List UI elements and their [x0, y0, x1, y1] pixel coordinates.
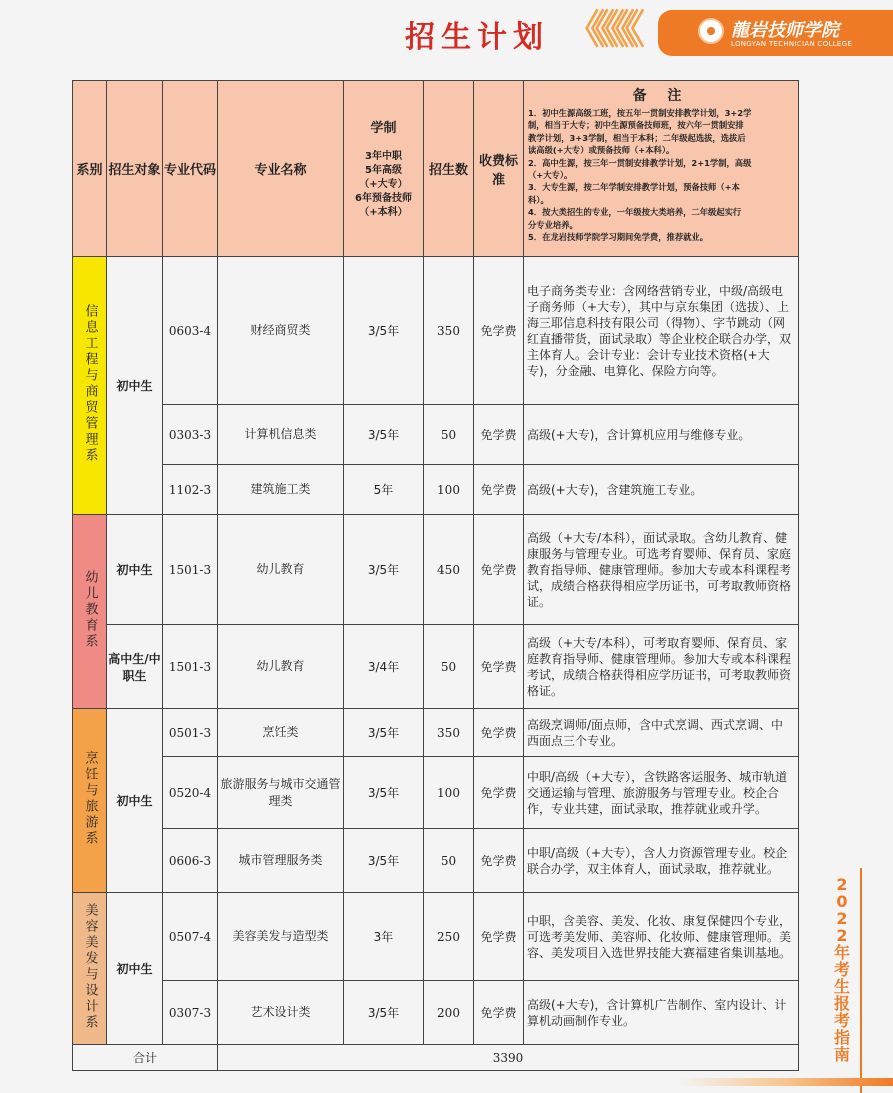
remark-cell: 高级（+大专/本科），面试录取。含幼儿教育、健康服务与管理专业。可选考育婴师、保育员、家庭教育指导师、健康管理师。参加大专或本科课程考试，成绩合格获得相应学历证书，可考取教师资格证。: [524, 515, 799, 625]
quota-cell: 200: [424, 981, 474, 1045]
dept-name: 信息工程与商贸管理系: [82, 304, 98, 464]
side-caption-char: 指: [833, 1028, 850, 1047]
remark-cell: 高级(+大专)，含计算机应用与维修专业。: [524, 405, 799, 465]
footer-gradient-bar: [678, 1078, 893, 1086]
header-xuezhi-sub: [344, 150, 423, 220]
remark-cell: 高级(+大专)，含建筑施工专业。: [524, 465, 799, 515]
fee-cell: 免学费: [474, 893, 524, 981]
major-cell: 建筑施工类: [218, 465, 344, 515]
notes-line: 1．初中生源高级工班，按五年一贯制安排教学计划，3+2学: [528, 108, 752, 118]
xuezhi-sub-line: 5年高级: [365, 165, 402, 176]
code-cell: 0606-3: [163, 829, 218, 893]
side-caption-char: 0: [836, 892, 848, 911]
code-cell: 0507-4: [163, 893, 218, 981]
fee-cell: 免学费: [474, 981, 524, 1045]
header-object: 招生对象: [107, 81, 163, 257]
notes-line: 5．在龙岩技师学院学习期间免学费，推荐就业。: [528, 232, 709, 243]
notes-line: 读高级(+大专）或预备技师（+本科）。: [528, 145, 675, 156]
code-cell: 1501-3: [163, 625, 218, 709]
dept-name: 美容美发与设计系: [82, 903, 98, 1031]
total-label: 合计: [73, 1045, 218, 1071]
notes-line: 3．大专生源，按二年学制安排教学计划，预备技师（+本: [528, 182, 740, 193]
remark-cell: 中职/高级（+大专），含铁路客运服务、城市轨道交通运输与管理、旅游服务与管理专业。校企合作，专业共建，面试录取，推荐就业或升学。: [524, 757, 799, 829]
total-value: 3390: [218, 1045, 799, 1071]
side-caption-char: 生: [833, 977, 850, 996]
fee-cell: 免学费: [474, 829, 524, 893]
side-caption-char: 南: [833, 1045, 850, 1064]
side-caption-char: 2: [836, 926, 848, 945]
side-caption: [827, 876, 857, 1063]
xuezhi-sub-line: （+本科）: [359, 207, 408, 218]
code-cell: 0307-3: [163, 981, 218, 1045]
dept-cell: [73, 893, 107, 1045]
object-cell: 初中生: [107, 515, 163, 625]
fee-cell: 免学费: [474, 405, 524, 465]
object-cell: 初中生: [107, 709, 163, 893]
major-cell: 旅游服务与城市交通管理类: [218, 757, 344, 829]
chevron-decoration-icon: 《《《《《: [565, 7, 635, 53]
header-xuezhi: [344, 81, 424, 257]
years-cell: 3年: [344, 893, 424, 981]
table-row: [73, 465, 799, 515]
table-row: [73, 625, 799, 709]
enrollment-plan-table: [72, 80, 799, 1071]
major-cell: 美容美发与造型类: [218, 893, 344, 981]
major-cell: 烹饪类: [218, 709, 344, 757]
notes-line: 制，相当于大专；初中生源预备技师班，按六年一贯制安排: [528, 120, 744, 131]
quota-cell: 250: [424, 893, 474, 981]
table-row: [73, 981, 799, 1045]
header-code: 专业代码: [163, 81, 218, 257]
major-cell: 城市管理服务类: [218, 829, 344, 893]
years-cell: 3/5年: [344, 829, 424, 893]
side-divider: [860, 868, 862, 1093]
fee-cell: 免学费: [474, 709, 524, 757]
table-row: [73, 515, 799, 625]
table-row: [73, 757, 799, 829]
years-cell: 3/4年: [344, 625, 424, 709]
xuezhi-sub-line: （+大专）: [359, 179, 408, 190]
side-caption-char: 考: [833, 1011, 850, 1030]
remark-cell: 中职，含美容、美发、化妆、康复保健四个专业，可选考美发师、美容师、化妆师、健康管理师。美容、美发项目入选世界技能大赛福建省集训基地。: [524, 893, 799, 981]
code-cell: 1501-3: [163, 515, 218, 625]
remark-cell: 电子商务类专业：含网络营销专业，中级/高级电子商务师（+大专），其中与京东集团（选拔）、上海三耶信息科技有限公司（得物）、字节跳动（网红直播带货，面试录取）等企业校企联合办学，双主体育人。会计专业：会计专业技术资格(+大专)，分金融、电算化、保险方向等。: [524, 257, 799, 405]
object-cell: 初中生: [107, 893, 163, 1045]
code-cell: 0303-3: [163, 405, 218, 465]
notes-title: 备 注: [632, 88, 690, 104]
major-cell: 幼儿教育: [218, 515, 344, 625]
dept-name: 幼儿教育系: [82, 570, 98, 650]
years-cell: 3/5年: [344, 709, 424, 757]
major-cell: 艺术设计类: [218, 981, 344, 1045]
notes-line: 科）。: [528, 194, 549, 205]
fee-cell: 免学费: [474, 515, 524, 625]
header-xuezhi-label: 学制: [370, 121, 397, 136]
college-name-cn: 龍岩技师学院: [731, 20, 839, 41]
code-cell: 0520-4: [163, 757, 218, 829]
college-name-en: LONGYAN TECHNICIAN COLLEGE: [731, 40, 853, 48]
dept-cell: [73, 709, 107, 893]
major-cell: 幼儿教育: [218, 625, 344, 709]
years-cell: 5年: [344, 465, 424, 515]
fee-cell: 免学费: [474, 257, 524, 405]
quota-cell: 350: [424, 709, 474, 757]
header-notes: [524, 81, 799, 257]
code-cell: 0501-3: [163, 709, 218, 757]
table-row: [73, 405, 799, 465]
side-caption-char: 年: [833, 943, 850, 962]
code-cell: 0603-4: [163, 257, 218, 405]
object-cell: 高中生/中职生: [107, 625, 163, 709]
header-dept: 系别: [73, 81, 107, 257]
table-row: [73, 709, 799, 757]
major-cell: 财经商贸类: [218, 257, 344, 405]
remark-cell: 高级（+大专/本科），可考取育婴师、保育员、家庭教育指导师、健康管理师。参加大专或本科课程考试，成绩合格获得相应学历证书，可考取教师资格证。: [524, 625, 799, 709]
dept-cell: [73, 515, 107, 709]
college-banner: [658, 10, 893, 56]
fee-cell: 免学费: [474, 757, 524, 829]
total-row: [73, 1045, 799, 1071]
side-caption-char: 2: [836, 909, 848, 928]
code-cell: 1102-3: [163, 465, 218, 515]
college-logo-icon: [698, 18, 724, 44]
table-row: [73, 257, 799, 405]
fee-cell: 免学费: [474, 625, 524, 709]
side-caption-char: 报: [833, 994, 850, 1013]
notes-line: 教学计划，3+3学制，相当于本科；二年级起选拔，选拔后: [528, 132, 746, 143]
years-cell: 3/5年: [344, 757, 424, 829]
remark-cell: 高级烹调师/面点师，含中式烹调、西式烹调、中西面点三个专业。: [524, 709, 799, 757]
quota-cell: 100: [424, 465, 474, 515]
table-row: [73, 829, 799, 893]
quota-cell: 50: [424, 829, 474, 893]
header: [0, 0, 893, 70]
header-major: 专业名称: [218, 81, 344, 257]
table-row: [73, 893, 799, 981]
notes-line: 分专业培养。: [528, 219, 578, 230]
quota-cell: 50: [424, 405, 474, 465]
page-title: 招生计划: [405, 20, 549, 55]
major-cell: 计算机信息类: [218, 405, 344, 465]
object-cell: 初中生: [107, 257, 163, 515]
notes-line: 2．高中生源，按三年一贯制安排教学计划，2+1学制，高级: [528, 157, 752, 168]
notes-line: 4．按大类招生的专业，一年级按大类培养，二年级起实行: [528, 207, 742, 218]
quota-cell: 50: [424, 625, 474, 709]
quota-cell: 100: [424, 757, 474, 829]
header-fee: 收费标准: [474, 81, 524, 257]
xuezhi-sub-line: 6年预备技师: [355, 193, 412, 204]
notes-line: （+大专）。: [528, 170, 573, 181]
quota-cell: 450: [424, 515, 474, 625]
xuezhi-sub-line: 3年中职: [365, 151, 402, 162]
side-caption-char: 2: [836, 875, 848, 894]
fee-cell: 免学费: [474, 465, 524, 515]
quota-cell: 350: [424, 257, 474, 405]
dept-cell: [73, 257, 107, 515]
years-cell: 3/5年: [344, 981, 424, 1045]
years-cell: 3/5年: [344, 405, 424, 465]
side-caption-char: 考: [833, 960, 850, 979]
remark-cell: 中职/高级（+大专），含人力资源管理专业。校企联合办学，双主体育人，面试录取，推荐就业。: [524, 829, 799, 893]
dept-name: 烹饪与旅游系: [82, 751, 98, 847]
years-cell: 3/5年: [344, 257, 424, 405]
years-cell: 3/5年: [344, 515, 424, 625]
header-quota: 招生数: [424, 81, 474, 257]
remark-cell: 高级(+大专)，含计算机广告制作、室内设计、计算机动画制作专业。: [524, 981, 799, 1045]
